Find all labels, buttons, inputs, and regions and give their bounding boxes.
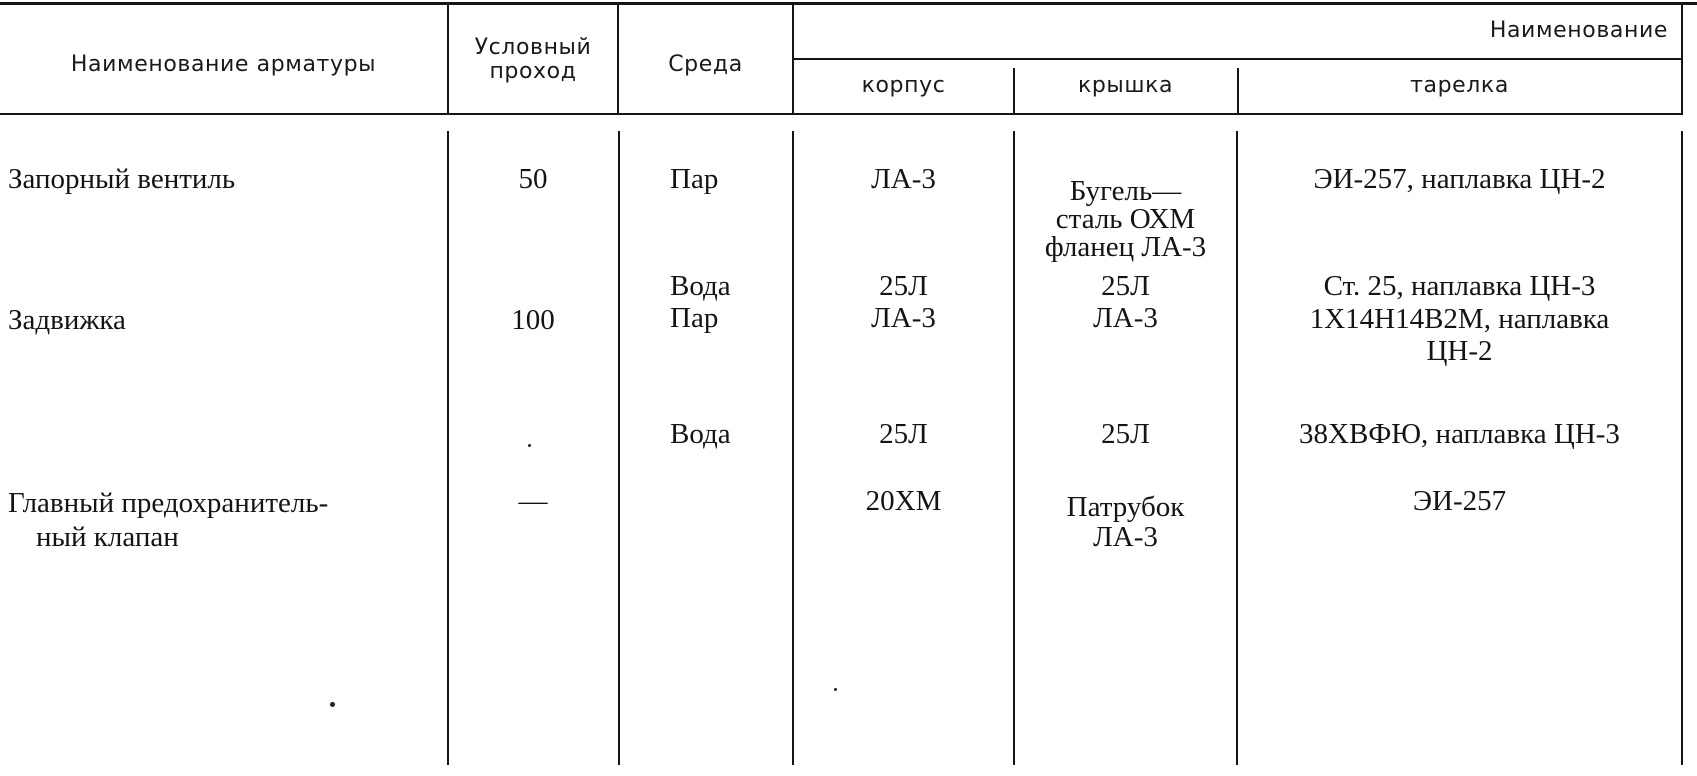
- column-rule-2-body: [618, 131, 620, 765]
- row3-disc: ЭИ-257: [1412, 485, 1507, 517]
- header-medium: Среда: [668, 52, 743, 77]
- header-bottom-rule: [0, 113, 1683, 115]
- row1-cover-line1: Бугель—: [1069, 175, 1182, 207]
- header-disc: тарелка: [1410, 73, 1509, 98]
- header-nominal-bore-line1: Условный: [474, 35, 592, 60]
- header-body: корпус: [861, 73, 946, 98]
- row1-body-water: 25Л: [879, 270, 928, 302]
- column-rule-1-body: [447, 131, 449, 765]
- row3-cover-line2: ЛА-3: [1093, 521, 1158, 553]
- row2-body-water: 25Л: [879, 418, 928, 450]
- row2-bore: 100: [511, 304, 555, 336]
- row1-cover-steam: [1015, 177, 1236, 261]
- row3-cover-line1: Патрубок: [1066, 491, 1185, 523]
- row3-bore: —: [518, 485, 548, 517]
- header-fitting-name: Наименование арматуры: [70, 52, 377, 77]
- row1-cover-line3: фланец ЛА-3: [1044, 231, 1207, 263]
- header-group-title: Наименование: [1489, 18, 1668, 43]
- row1-cover-line2: сталь ОХМ: [1055, 203, 1196, 235]
- row2-disc-line1: 1Х14Н14В2М, наплавка: [1309, 303, 1610, 335]
- row2-disc-line2: ЦН-2: [1426, 335, 1493, 367]
- print-speck: [834, 688, 837, 691]
- group-header-rule: [793, 58, 1683, 60]
- row3-fitting-line2: ный клапан: [36, 521, 179, 553]
- row2-medium-steam: Пар: [670, 302, 719, 334]
- row3-cover: [1015, 492, 1236, 552]
- table-right-rule: [1681, 5, 1683, 113]
- row1-cover-water: 25Л: [1101, 270, 1150, 302]
- row2-fitting: Задвижка: [8, 304, 126, 336]
- row1-disc-steam: ЭИ-257, наплавка ЦН-2: [1313, 163, 1606, 195]
- table-top-rule: [0, 2, 1697, 5]
- row3-fitting: [8, 486, 328, 554]
- header-cover: крышка: [1077, 73, 1174, 98]
- row1-medium-water: Вода: [670, 270, 731, 302]
- row2-body-steam: ЛА-3: [871, 302, 936, 334]
- header-nominal-bore: [449, 36, 617, 84]
- row3-body: 20ХМ: [865, 485, 942, 517]
- row1-bore: 50: [518, 163, 548, 195]
- row2-cover-steam: ЛА-3: [1093, 302, 1158, 334]
- row2-medium-water: Вода: [670, 418, 731, 450]
- row2-disc-steam: [1238, 303, 1681, 367]
- row3-fitting-line1: Главный предохранитель-: [8, 487, 329, 519]
- row1-fitting: Запорный вентиль: [8, 163, 236, 195]
- print-speck: [330, 702, 335, 707]
- table-right-rule-body: [1681, 131, 1683, 765]
- row2-disc-water: 38ХВФЮ, наплавка ЦН-3: [1299, 418, 1620, 450]
- row1-body-steam: ЛА-3: [871, 163, 936, 195]
- row1-medium-steam: Пар: [670, 163, 719, 195]
- row2-cover-water: 25Л: [1101, 418, 1150, 450]
- row1-disc-water: Ст. 25, наплавка ЦН-3: [1323, 270, 1596, 302]
- header-nominal-bore-line2: проход: [489, 59, 577, 84]
- print-speck: [528, 444, 531, 447]
